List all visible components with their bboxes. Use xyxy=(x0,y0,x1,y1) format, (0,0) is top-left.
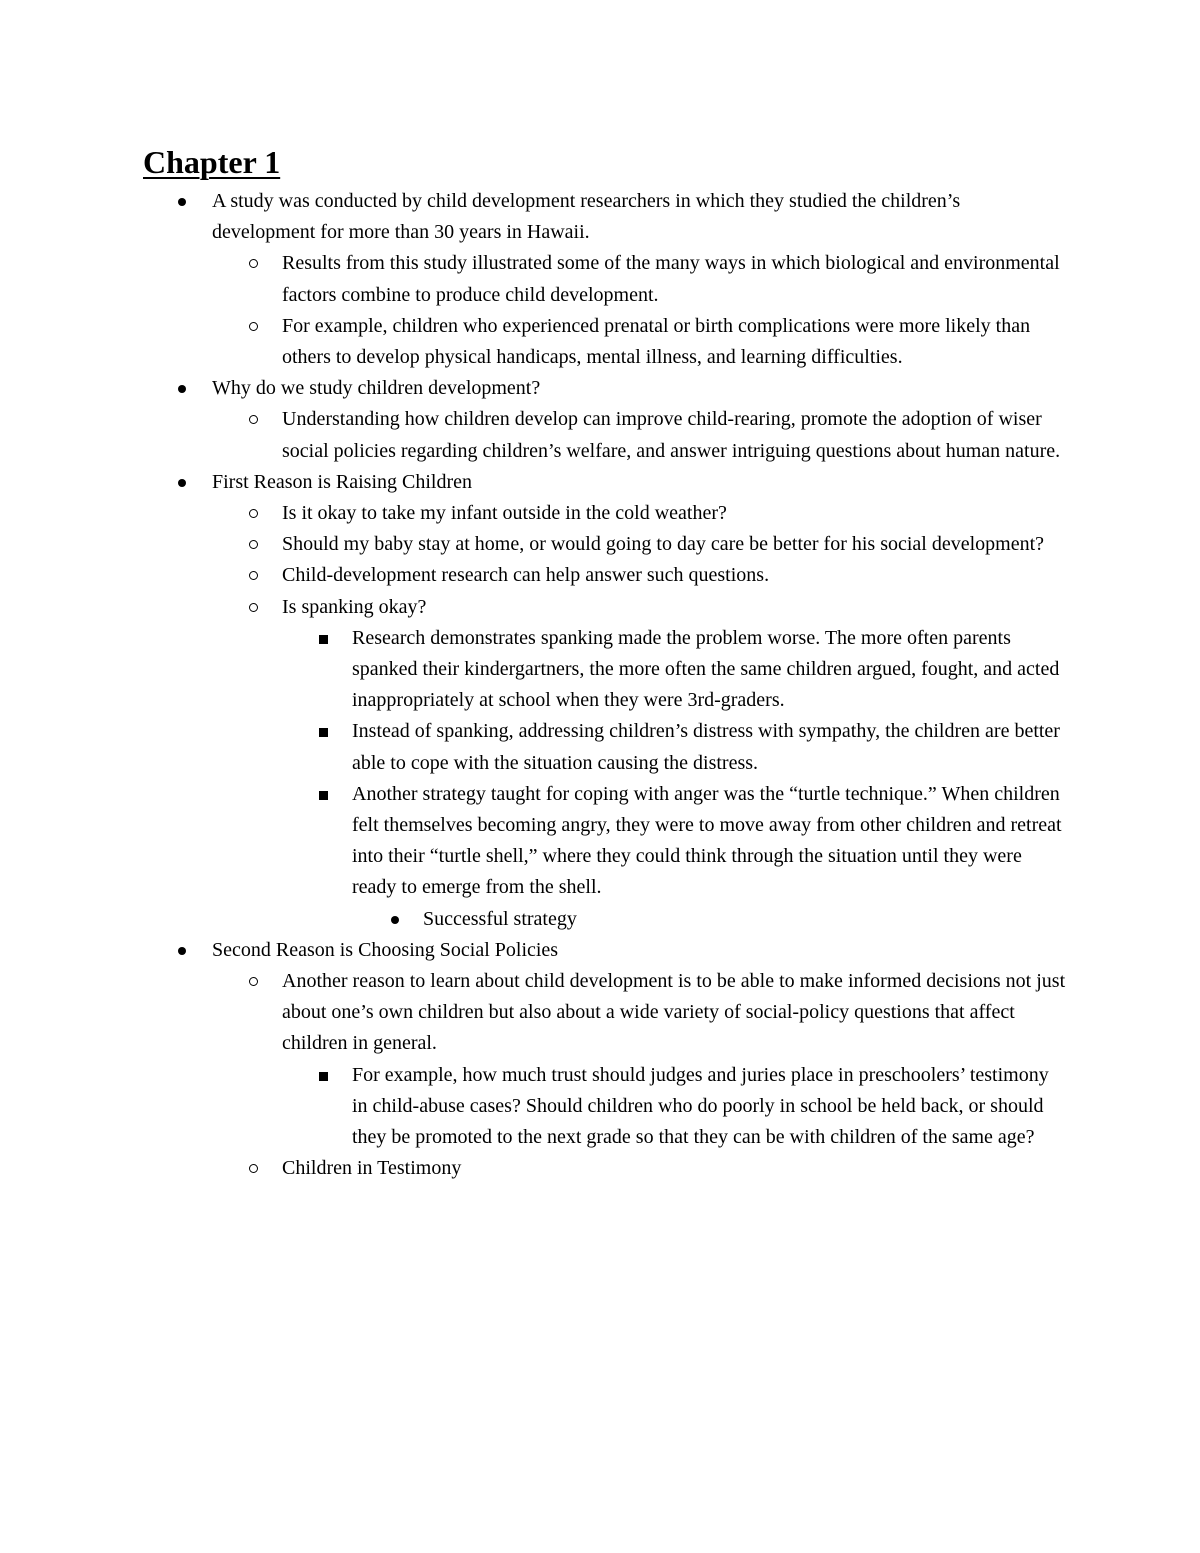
bullet-circle-icon xyxy=(249,603,258,612)
bullet-square-icon xyxy=(319,728,328,737)
list-item-text: Child-development research can help answer such questions. xyxy=(282,564,770,587)
list-item-text: Instead of spanking, addressing children’s distress with sympathy, the children are better able to cope with the situation causing the distress. xyxy=(352,720,1060,774)
bullet-square-icon xyxy=(319,1072,328,1081)
bullet-square-icon xyxy=(319,791,328,800)
list-item-text: Another reason to learn about child development is to be able to make informed decisions not just about one’s own children but also about a wide variety of social-policy questions that affect children in general. xyxy=(282,970,1066,1055)
list-item-text: Understanding how children develop can improve child-rearing, promote the adoption of wiser social policies regarding children’s welfare, and answer intriguing questions about human nature. xyxy=(282,408,1061,462)
bullet-circle-icon xyxy=(249,1164,258,1173)
list-item xyxy=(0,373,1200,467)
list-item-text: For example, how much trust should judges and juries place in preschoolers’ testimony in child-abuse cases? Should children who do poorly in school be held back, or should they be promoted to the next grade so that they can be with children of the same age? xyxy=(352,1063,1049,1149)
list-item-text: Should my baby stay at home, or would going to day care be better for his social development? xyxy=(282,533,1045,556)
list-item-text: Is it okay to take my infant outside in the cold weather? xyxy=(282,502,727,525)
sub-list xyxy=(0,904,1200,935)
list-item-text: Is spanking okay? xyxy=(282,595,427,618)
list-item-text: Children in Testimony xyxy=(282,1157,462,1180)
list-item-text: Research demonstrates spanking made the problem worse. The more often parents spanked their kindergartners, the more often the same children argued, fought, and acted inappropriately at school when they were 3rd-graders. xyxy=(352,626,1060,712)
list-item-text: Results from this study illustrated some of the many ways in which biological and environmental factors combine to produce child development. xyxy=(282,252,1060,306)
list-item xyxy=(0,779,1200,935)
page-title: Chapter 1 xyxy=(143,144,281,180)
list-item-text: First Reason is Raising Children xyxy=(212,470,472,493)
list-item xyxy=(0,904,1200,935)
bullet-circle-icon xyxy=(249,571,258,580)
bullet-circle-icon xyxy=(249,540,258,549)
list-item xyxy=(0,560,1200,591)
bullet-disc-icon xyxy=(391,916,399,924)
list-item xyxy=(0,592,1200,935)
list-item xyxy=(0,404,1200,466)
bullet-circle-icon xyxy=(249,322,258,331)
list-item xyxy=(0,186,1200,373)
list-item xyxy=(0,529,1200,560)
bullet-disc-icon xyxy=(178,479,186,487)
sub-list xyxy=(0,498,1200,935)
list-item-text: Why do we study children development? xyxy=(212,377,541,400)
list-item xyxy=(0,1153,1200,1184)
outline-list xyxy=(0,186,1200,1185)
list-item xyxy=(0,248,1200,310)
list-item xyxy=(0,467,1200,935)
bullet-circle-icon xyxy=(249,415,258,424)
list-item xyxy=(0,966,1200,1153)
sub-list xyxy=(0,1060,1200,1154)
bullet-circle-icon xyxy=(249,259,258,268)
bullet-circle-icon xyxy=(249,977,258,986)
bullet-disc-icon xyxy=(178,198,186,206)
bullet-disc-icon xyxy=(178,947,186,955)
sub-list xyxy=(0,623,1200,935)
list-item-text: Successful strategy xyxy=(423,907,577,930)
list-item xyxy=(0,1060,1200,1154)
list-item xyxy=(0,498,1200,529)
list-item xyxy=(0,623,1200,717)
sub-list xyxy=(0,404,1200,466)
sub-list xyxy=(0,966,1200,1184)
list-item xyxy=(0,716,1200,778)
sub-list xyxy=(0,248,1200,373)
list-item-text: Second Reason is Choosing Social Policies xyxy=(212,938,559,961)
bullet-disc-icon xyxy=(178,385,186,393)
bullet-circle-icon xyxy=(249,509,258,518)
list-item-text: For example, children who experienced prenatal or birth complications were more likely than others to develop physical handicaps, mental illness, and learning difficulties. xyxy=(282,314,1031,369)
list-item-text: A study was conducted by child development researchers in which they studied the children’s development for more than 30 years in Hawaii. xyxy=(212,190,961,244)
list-item xyxy=(0,935,1200,1185)
list-item-text: Another strategy taught for coping with anger was the “turtle technique.” When children felt themselves becoming angry, they were to move away from other children and retreat into their “turtle shell,” where they could think through the situation until they were ready to emerge from the shell. xyxy=(352,782,1062,899)
list-item xyxy=(0,311,1200,373)
bullet-square-icon xyxy=(319,635,328,644)
